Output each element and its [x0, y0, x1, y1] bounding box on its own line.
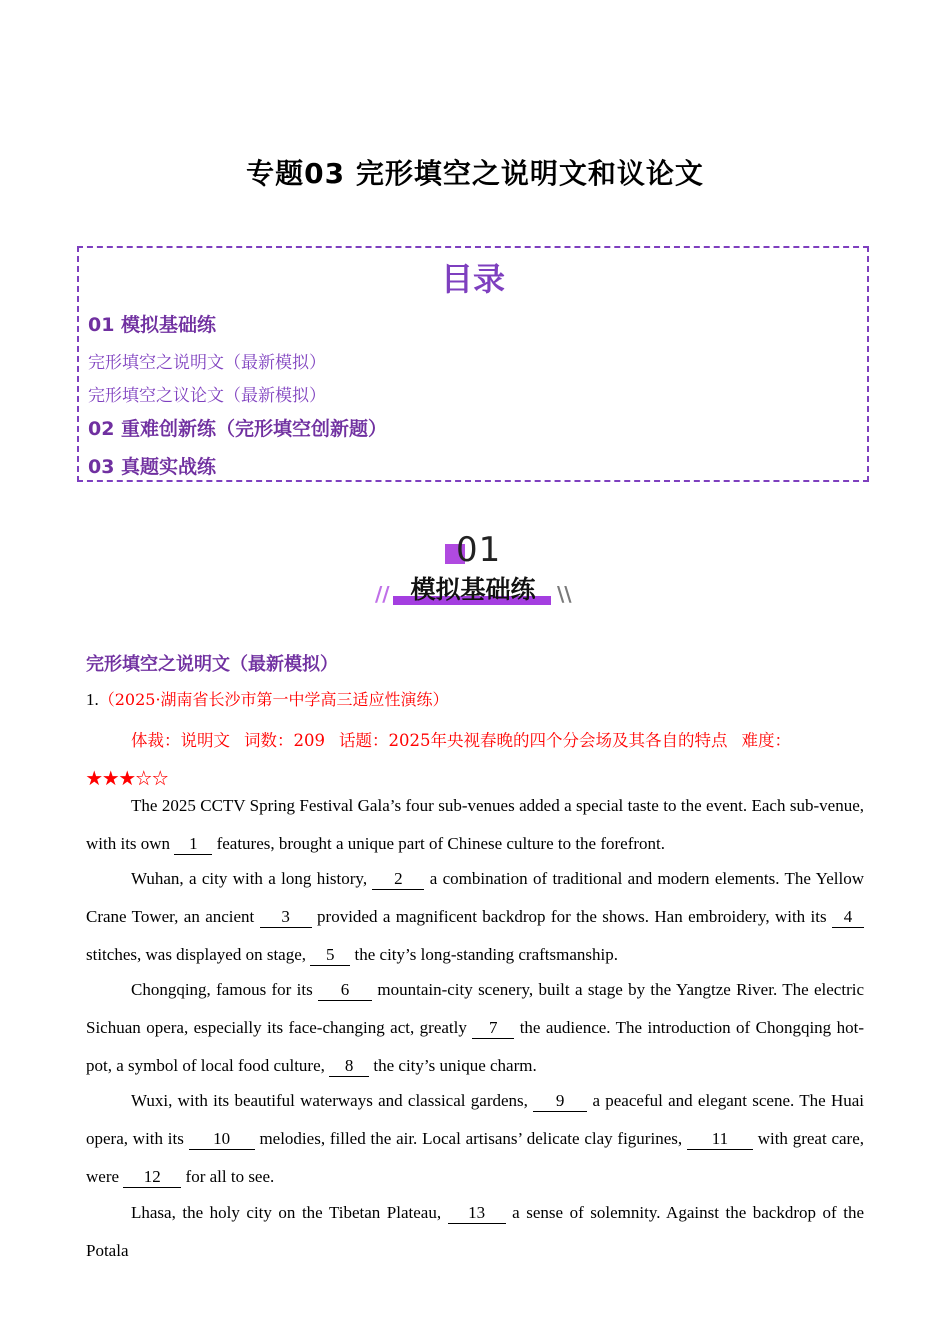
blank-6[interactable]: 6	[318, 980, 372, 1001]
toc-item-argumentative[interactable]: 完形填空之议论文（最新模拟）	[88, 386, 326, 406]
passage-text: a sense of solemnity. Against the backdrop of the Potala	[86, 1203, 864, 1260]
blank-7[interactable]: 7	[472, 1018, 514, 1039]
word-count: 词数：209	[244, 731, 325, 750]
passage-text: The 2025 CCTV Spring Festival Gala’s four sub-venues added a special taste to the event. Each sub-venue, with its own	[86, 796, 864, 853]
page-title: 专题03 完形填空之说明文和议论文	[246, 157, 704, 190]
passage-text: melodies, filled the air. Local artisans’ delicate clay figurines,	[254, 1129, 687, 1148]
blank-5[interactable]: 5	[310, 945, 350, 966]
blank-11[interactable]: 11	[687, 1129, 753, 1150]
passage-paragraph-5	[86, 1194, 864, 1270]
passage-text: the city’s long-standing craftsmanship.	[350, 945, 618, 964]
passage-text: Lhasa, the holy city on the Tibetan Plateau,	[131, 1203, 448, 1222]
toc-item-mock-basic[interactable]: 01 模拟基础练	[88, 314, 217, 336]
question-header	[86, 687, 449, 710]
passage-text: a combination of traditional and modern elements. The Yellow Crane Tower, an ancient	[86, 869, 864, 926]
passage-text: mountain-city scenery, built a stage by the Yangtze River. The electric Sichuan opera, especially its face-changing act, greatly	[86, 980, 864, 1037]
blank-2[interactable]: 2	[372, 869, 424, 890]
badge-label: 模拟基础练	[410, 575, 536, 604]
blank-8[interactable]: 8	[329, 1056, 369, 1077]
badge-right-slash: \\	[557, 582, 572, 606]
passage-paragraph-4	[86, 1082, 864, 1196]
passage-text: provided a magnificent backdrop for the shows. Han embroidery, with its	[311, 907, 832, 926]
passage-text: Chongqing, famous for its	[131, 980, 319, 999]
blank-9[interactable]: 9	[533, 1091, 587, 1112]
blank-12[interactable]: 12	[123, 1167, 181, 1188]
badge-number: 01	[456, 530, 502, 570]
question-source: （2025·湖南省长沙市第一中学高三适应性演练）	[98, 690, 449, 709]
passage-text: for all to see.	[181, 1167, 275, 1186]
toc-item-real-exam[interactable]: 03 真题实战练	[88, 456, 217, 478]
section-heading: 完形填空之说明文（最新模拟）	[86, 654, 338, 675]
passage-text: the audience. The introduction of Chongqing hot-pot, a symbol of local food culture,	[86, 1018, 864, 1075]
passage-paragraph-3	[86, 971, 864, 1085]
blank-1[interactable]: 1	[174, 834, 212, 855]
section-badge	[370, 530, 580, 612]
passage-text: features, brought a unique part of Chinese culture to the forefront.	[212, 834, 666, 853]
question-number: 1.	[86, 690, 99, 709]
blank-4[interactable]: 4	[832, 907, 864, 928]
passage-paragraph-1	[86, 787, 864, 863]
passage-text: the city’s unique charm.	[369, 1056, 537, 1075]
passage-text: stitches, was displayed on stage,	[86, 945, 311, 964]
toc-item-innovation[interactable]: 02 重难创新练（完形填空创新题）	[88, 418, 388, 440]
passage-paragraph-2	[86, 860, 864, 974]
passage-text: with great care, were	[86, 1129, 865, 1186]
toc-item-expository[interactable]: 完形填空之说明文（最新模拟）	[88, 353, 326, 373]
blank-10[interactable]: 10	[189, 1129, 255, 1150]
passage-text: Wuxi, with its beautiful waterways and classical gardens,	[131, 1091, 534, 1110]
passage-text: Wuhan, a city with a long history,	[131, 869, 373, 888]
table-of-contents	[77, 246, 869, 482]
difficulty-rating: 难度：★★★☆☆	[86, 731, 791, 788]
passage-text: a peaceful and elegant scene. The Huai opera, with its	[86, 1091, 864, 1148]
toc-heading: 目录	[440, 260, 505, 298]
topic: 话题：2025年央视春晚的四个分会场及其各自的特点	[339, 731, 728, 750]
blank-13[interactable]: 13	[448, 1203, 506, 1224]
badge-left-slash: //	[375, 582, 390, 606]
blank-3[interactable]: 3	[260, 907, 312, 928]
genre: 体裁：说明文	[131, 731, 230, 750]
